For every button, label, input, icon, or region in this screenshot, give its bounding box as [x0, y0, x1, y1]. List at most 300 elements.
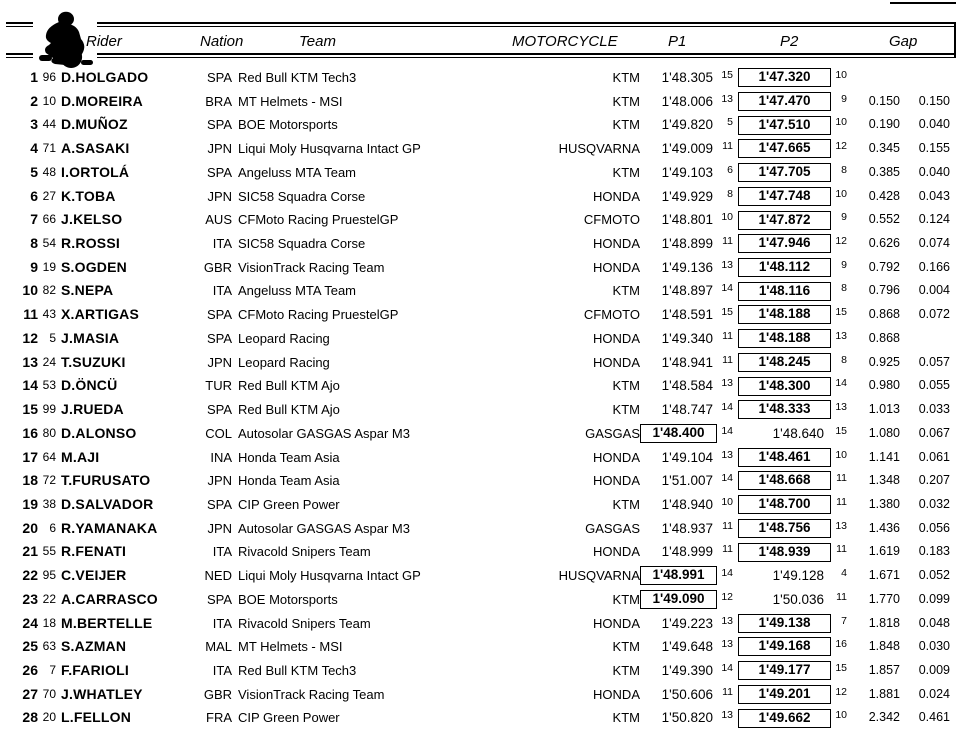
position: 11 — [23, 306, 38, 323]
table-row — [0, 137, 958, 161]
gap-first: 0.150 — [868, 93, 900, 108]
gap-prev — [906, 327, 950, 351]
gap-prev: 0.040 — [918, 164, 950, 179]
rider-name: I.ORTOLÁ — [61, 163, 130, 180]
motorcycle: KTM — [612, 378, 640, 394]
rider-number: 43 — [42, 307, 56, 322]
team: Red Bull KTM Ajo — [238, 378, 340, 394]
team: Honda Team Asia — [238, 449, 340, 465]
column-header-nation: Nation — [200, 33, 244, 50]
gap-prev: 0.124 — [918, 212, 950, 227]
p2-laps: 9 — [841, 211, 847, 224]
p2-laps: 13 — [835, 401, 847, 414]
gap-prev: 0.043 — [918, 188, 950, 203]
p2-laps: 13 — [835, 519, 847, 532]
position: 5 — [30, 163, 38, 180]
position: 23 — [22, 590, 38, 607]
nation: ITA — [212, 283, 232, 299]
rider-number: 6 — [49, 520, 56, 535]
table-row — [0, 446, 958, 470]
team: SIC58 Squadra Corse — [238, 188, 366, 204]
gap-first: 0.385 — [868, 164, 900, 179]
rider-number: 80 — [42, 425, 56, 440]
p2-laps: 11 — [836, 472, 847, 485]
gap-first: 1.848 — [868, 639, 900, 654]
p2-laps: 14 — [835, 377, 847, 390]
p2-time: 1'48.700 — [738, 495, 831, 514]
motorcycle: GASGAS — [585, 520, 640, 536]
rider-name: D.MOREIRA — [61, 92, 143, 109]
table-row — [0, 66, 958, 90]
table-row — [0, 303, 958, 327]
team: Angeluss MTA Team — [238, 283, 357, 299]
gap-first: 1.671 — [868, 568, 900, 583]
nation: SPA — [206, 307, 232, 323]
p2-laps: 8 — [841, 163, 847, 176]
rider-number: 22 — [42, 591, 56, 606]
gap-prev: 0.166 — [918, 259, 950, 274]
p1-time: 1'49.103 — [661, 164, 713, 180]
motorcycle: HONDA — [593, 330, 640, 346]
rider-name: S.AZMAN — [61, 638, 127, 655]
p1-laps: 13 — [721, 92, 733, 105]
position: 6 — [30, 187, 38, 204]
p1-time: 1'48.584 — [661, 378, 713, 394]
p2-laps: 15 — [835, 661, 847, 674]
p1-laps: 15 — [721, 69, 733, 81]
p1-time: 1'49.820 — [661, 117, 713, 133]
gap-prev: 0.048 — [918, 615, 950, 630]
table-row — [0, 683, 958, 707]
gap-prev: 0.207 — [918, 473, 950, 488]
table-row — [0, 90, 958, 114]
table-row — [0, 185, 958, 209]
column-header-rider: Rider — [86, 33, 122, 50]
p2-time: 1'49.662 — [738, 709, 831, 728]
p1-laps: 12 — [721, 590, 733, 603]
team: Rivacold Snipers Team — [238, 615, 371, 631]
rider-number: 72 — [42, 473, 56, 488]
p1-time: 1'48.940 — [661, 496, 713, 512]
rider-name: M.BERTELLE — [61, 614, 153, 631]
team: Liqui Moly Husqvarna Intact GP — [238, 141, 421, 157]
p2-time: 1'47.946 — [738, 234, 831, 253]
nation: JPN — [207, 520, 232, 536]
p2-time: 1'48.245 — [738, 353, 831, 372]
motorcycle: HONDA — [593, 449, 640, 465]
gap-prev: 0.461 — [918, 710, 950, 725]
p1-laps: 13 — [721, 377, 733, 390]
table-row — [0, 208, 958, 232]
p1-time: 1'48.899 — [661, 236, 713, 252]
motorcycle: KTM — [612, 70, 640, 85]
p1-time: 1'51.007 — [661, 473, 713, 489]
motorcycle: KTM — [612, 93, 640, 109]
gap-first: 0.868 — [868, 330, 900, 345]
p1-time: 1'49.648 — [661, 639, 713, 655]
gap-prev: 0.033 — [918, 402, 950, 417]
gap-prev: 0.067 — [918, 425, 950, 440]
position: 15 — [22, 401, 38, 418]
team: Red Bull KTM Ajo — [238, 402, 340, 418]
motorcycle: KTM — [612, 117, 640, 133]
p2-laps: 9 — [841, 258, 847, 271]
p1-time: 1'48.400 — [640, 424, 717, 443]
gap-first: 1.881 — [868, 686, 900, 701]
motorcycle: KTM — [612, 164, 640, 180]
p1-time: 1'48.801 — [661, 212, 713, 228]
gap-first: 0.980 — [868, 378, 900, 393]
p2-time: 1'49.201 — [738, 685, 831, 704]
rider-name: D.SALVADOR — [61, 495, 154, 512]
position: 28 — [22, 709, 38, 726]
p1-laps: 8 — [727, 187, 733, 200]
gap-prev: 0.074 — [918, 236, 950, 251]
motorcycle: KTM — [612, 662, 640, 678]
rider-number: 10 — [42, 93, 56, 108]
p2-laps: 8 — [841, 353, 847, 366]
rider-name: D.HOLGADO — [61, 69, 149, 85]
p1-laps: 14 — [721, 472, 733, 485]
rider-number: 19 — [42, 259, 56, 274]
header-bottom-rule-2 — [6, 57, 956, 59]
table-row — [0, 351, 958, 375]
position: 27 — [22, 685, 38, 702]
team: Red Bull KTM Tech3 — [238, 70, 357, 85]
p2-laps: 10 — [835, 448, 847, 461]
p1-time: 1'49.136 — [661, 259, 713, 275]
position: 25 — [22, 638, 38, 655]
p2-laps: 10 — [835, 69, 847, 81]
team: MT Helmets - MSI — [238, 93, 343, 109]
table-row — [0, 588, 958, 612]
nation: COL — [205, 425, 232, 441]
team: Leopard Racing — [238, 330, 330, 346]
p1-laps: 14 — [721, 401, 733, 414]
team: Autosolar GASGAS Aspar M3 — [238, 425, 410, 441]
gap-prev: 0.004 — [918, 283, 950, 298]
p2-time: 1'48.116 — [738, 282, 831, 301]
table-row — [0, 493, 958, 517]
motorcycle: CFMOTO — [583, 307, 640, 323]
p1-laps: 11 — [722, 353, 733, 366]
p1-time: 1'49.340 — [661, 330, 713, 346]
p1-laps: 11 — [722, 685, 733, 698]
position: 22 — [22, 567, 38, 584]
table-row — [0, 540, 958, 564]
p2-time: 1'48.640 — [772, 425, 824, 441]
position: 18 — [22, 472, 38, 489]
p1-laps: 14 — [721, 424, 733, 437]
p2-laps: 13 — [835, 329, 847, 342]
rider-name: D.ÖNCÜ — [61, 377, 118, 394]
position: 7 — [30, 211, 38, 228]
p2-time: 1'50.036 — [772, 591, 824, 607]
nation: NED — [204, 568, 232, 584]
nation: JPN — [207, 473, 232, 489]
position: 3 — [30, 116, 38, 133]
rider-number: 5 — [49, 330, 56, 345]
rider-name: J.RUEDA — [61, 401, 124, 418]
nation: INA — [210, 449, 232, 465]
p2-laps: 8 — [841, 282, 847, 295]
team: CFMoto Racing PruestelGP — [238, 212, 399, 228]
position: 4 — [30, 140, 38, 157]
p2-laps: 10 — [835, 709, 847, 722]
p1-time: 1'49.929 — [661, 188, 713, 204]
rider-number: 53 — [42, 378, 56, 393]
position: 17 — [22, 448, 38, 465]
position: 8 — [30, 235, 38, 252]
nation: GBR — [203, 686, 232, 702]
p2-time: 1'48.188 — [738, 329, 831, 348]
rider-name: X.ARTIGAS — [61, 306, 140, 323]
team: CFMoto Racing PruestelGP — [238, 307, 399, 323]
gap-first: 1.013 — [868, 402, 900, 417]
nation: BRA — [205, 93, 232, 109]
gap-prev: 0.099 — [918, 591, 950, 606]
p1-time: 1'48.897 — [661, 283, 713, 299]
p2-time: 1'47.665 — [738, 139, 831, 158]
rider-number: 24 — [42, 354, 56, 369]
motorcycle: KTM — [612, 591, 640, 607]
rider-name: C.VEIJER — [61, 567, 127, 584]
position: 1 — [30, 69, 38, 85]
gap-first: 0.868 — [868, 307, 900, 322]
gap-first: 0.792 — [868, 259, 900, 274]
p1-laps: 11 — [722, 543, 733, 556]
position: 19 — [22, 495, 38, 512]
position: 13 — [22, 353, 38, 370]
team: BOE Motorsports — [238, 591, 338, 607]
p1-laps: 13 — [721, 448, 733, 461]
table-row — [0, 612, 958, 636]
p1-time: 1'49.104 — [661, 449, 713, 465]
rider-name: T.SUZUKI — [61, 353, 126, 370]
gap-first: 1.436 — [868, 520, 900, 535]
motorcycle: HONDA — [593, 259, 640, 275]
gap-first: 0.925 — [868, 354, 900, 369]
rider-number: 20 — [42, 710, 56, 725]
column-header-motorcycle: MOTORCYCLE — [512, 33, 618, 50]
rider-name: F.FARIOLI — [61, 661, 129, 678]
p1-time: 1'48.006 — [661, 93, 713, 109]
p1-laps: 11 — [722, 329, 733, 342]
p1-laps: 13 — [721, 614, 733, 627]
motorcycle: GASGAS — [585, 425, 640, 441]
gap-first: 1.857 — [868, 662, 900, 677]
p2-laps: 10 — [835, 187, 847, 200]
p2-laps: 10 — [835, 116, 847, 129]
p2-time: 1'48.333 — [738, 400, 831, 419]
gap-prev: 0.055 — [918, 378, 950, 393]
nation: ITA — [212, 236, 232, 252]
rider-number: 64 — [42, 449, 56, 464]
p2-laps: 12 — [835, 235, 847, 248]
gap-prev: 0.183 — [918, 544, 950, 559]
p1-laps: 13 — [721, 709, 733, 722]
gap-prev: 0.009 — [918, 662, 950, 677]
p2-laps: 11 — [836, 543, 847, 556]
p1-time: 1'48.937 — [661, 520, 713, 536]
gap-prev: 0.155 — [918, 141, 950, 156]
p2-time: 1'47.872 — [738, 211, 831, 230]
rider-number: 99 — [42, 402, 56, 417]
rider-name: A.SASAKI — [61, 140, 130, 157]
position: 21 — [22, 543, 38, 560]
p2-time: 1'47.510 — [738, 116, 831, 135]
nation: GBR — [203, 259, 232, 275]
team: SIC58 Squadra Corse — [238, 236, 366, 252]
motorcycle: HONDA — [593, 544, 640, 560]
team: CIP Green Power — [238, 710, 340, 726]
p1-time: 1'50.820 — [661, 710, 713, 726]
position: 12 — [22, 329, 38, 346]
rider-number: 48 — [42, 164, 56, 179]
p2-laps: 11 — [836, 495, 847, 508]
rider-name: D.ALONSO — [61, 424, 137, 441]
p2-laps: 15 — [835, 424, 847, 437]
gap-first: 0.428 — [868, 188, 900, 203]
p1-laps: 11 — [722, 140, 733, 153]
rider-name: R.ROSSI — [61, 235, 120, 252]
nation: SPA — [206, 117, 232, 133]
p1-laps: 15 — [721, 306, 733, 319]
motorcycle: KTM — [612, 639, 640, 655]
motorcycle: HUSQVARNA — [558, 568, 640, 584]
nation: ITA — [212, 615, 232, 631]
position: 26 — [22, 661, 38, 678]
p1-time: 1'48.747 — [661, 402, 713, 418]
gap-first: 1.619 — [868, 544, 900, 559]
rider-number: 63 — [42, 639, 56, 654]
team: MT Helmets - MSI — [238, 639, 343, 655]
team: Red Bull KTM Tech3 — [238, 662, 357, 678]
rider-number: 55 — [42, 544, 56, 559]
gap-prev: 0.052 — [918, 568, 950, 583]
p2-time: 1'47.748 — [738, 187, 831, 206]
p1-time: 1'49.390 — [661, 662, 713, 678]
p1-laps: 10 — [721, 495, 733, 508]
nation: SPA — [206, 496, 232, 512]
p2-laps: 9 — [841, 92, 847, 105]
p2-time: 1'47.320 — [738, 68, 831, 87]
nation: ITA — [212, 544, 232, 560]
table-row — [0, 564, 958, 588]
gap-first: 0.626 — [868, 236, 900, 251]
rider-name: R.YAMANAKA — [61, 519, 158, 536]
nation: TUR — [205, 378, 232, 394]
rider-number: 27 — [42, 188, 56, 203]
position: 20 — [22, 519, 38, 536]
motorcycle: HONDA — [593, 236, 640, 252]
rider-name: S.OGDEN — [61, 258, 127, 275]
gap-prev: 0.150 — [918, 93, 950, 108]
gap-prev: 0.040 — [918, 117, 950, 132]
p2-time: 1'48.668 — [738, 471, 831, 490]
rider-number: 38 — [42, 496, 56, 511]
nation: ITA — [212, 662, 232, 678]
rider-name: A.CARRASCO — [61, 590, 158, 607]
motorcycle: KTM — [612, 710, 640, 726]
p1-laps: 5 — [727, 116, 733, 129]
p1-time: 1'48.991 — [640, 566, 717, 585]
team: CIP Green Power — [238, 496, 340, 512]
gap-first: 1.348 — [868, 473, 900, 488]
gap-first: 0.345 — [868, 141, 900, 156]
motorcycle: HONDA — [593, 615, 640, 631]
table-row — [0, 635, 958, 659]
p2-time: 1'47.470 — [738, 92, 831, 111]
p2-laps: 15 — [835, 306, 847, 319]
gap-prev: 0.056 — [918, 520, 950, 535]
p2-time: 1'49.138 — [738, 614, 831, 633]
position: 14 — [22, 377, 38, 394]
rider-number: 96 — [42, 70, 56, 84]
p2-laps: 12 — [835, 140, 847, 153]
p2-time: 1'48.939 — [738, 543, 831, 562]
team: Angeluss MTA Team — [238, 164, 357, 180]
p2-time: 1'48.188 — [738, 305, 831, 324]
top-right-rule — [890, 2, 956, 4]
gap-prev: 0.072 — [918, 307, 950, 322]
nation: MAL — [205, 639, 232, 655]
motorcycle: HUSQVARNA — [558, 141, 640, 157]
p2-time: 1'49.168 — [738, 637, 831, 656]
team: Leopard Racing — [238, 354, 330, 370]
table-row — [0, 113, 958, 137]
gap-first: 1.080 — [868, 425, 900, 440]
rider-number: 95 — [42, 568, 56, 583]
rider-number: 54 — [42, 236, 56, 251]
rider-number: 66 — [42, 212, 56, 227]
nation: JPN — [207, 188, 232, 204]
position: 9 — [30, 258, 38, 275]
p2-laps: 16 — [835, 638, 847, 651]
p1-laps: 13 — [721, 638, 733, 651]
p2-time: 1'48.756 — [738, 519, 831, 538]
p1-time: 1'49.223 — [661, 615, 713, 631]
table-row — [0, 279, 958, 303]
column-header-p1: P1 — [668, 33, 687, 50]
p1-laps: 13 — [721, 258, 733, 271]
rider-name: M.AJI — [61, 448, 100, 465]
header-bottom-rule-1 — [6, 53, 956, 55]
nation: SPA — [206, 70, 232, 85]
p1-time: 1'48.591 — [661, 307, 713, 323]
rider-number: 7 — [49, 662, 56, 677]
motorcycle: KTM — [612, 283, 640, 299]
p1-laps: 6 — [727, 163, 733, 176]
rider-number: 82 — [42, 283, 56, 298]
motorcycle: HONDA — [593, 686, 640, 702]
gap-first — [858, 66, 900, 90]
gap-first: 1.380 — [868, 496, 900, 511]
rider-name: J.KELSO — [61, 211, 123, 228]
nation: SPA — [206, 330, 232, 346]
p2-time: 1'48.112 — [738, 258, 831, 277]
position: 2 — [30, 92, 38, 109]
table-row — [0, 374, 958, 398]
team: VisionTrack Racing Team — [238, 259, 385, 275]
nation: FRA — [206, 710, 232, 726]
gap-first: 1.770 — [868, 591, 900, 606]
p1-time: 1'50.606 — [661, 686, 713, 702]
p1-time: 1'48.305 — [661, 70, 713, 85]
team: Rivacold Snipers Team — [238, 544, 371, 560]
rider-name: T.FURUSATO — [61, 472, 151, 489]
team: BOE Motorsports — [238, 117, 338, 133]
